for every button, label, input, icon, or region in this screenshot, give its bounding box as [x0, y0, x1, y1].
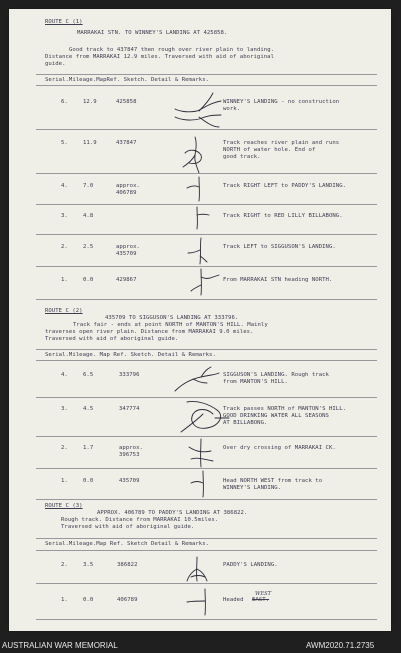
- route1-row3-remark1: Track RIGHT LEFT to PADDY'S LANDING.: [223, 183, 347, 189]
- route1-row2-remark3: good track.: [223, 154, 261, 160]
- route2-row4-remark1: Head NORTH WEST from track to: [223, 478, 323, 484]
- route2-desc-line1: Track fair - ends at point NORTH of MANTON'S HILL. Mainly: [73, 322, 268, 328]
- route2-row3-mapref2: 396753: [119, 452, 140, 458]
- route3-row2-serial: 1.: [61, 597, 68, 603]
- route1-row4-mileage: 4.8: [83, 213, 94, 219]
- route1-row5-mapref2: 435709: [116, 251, 137, 257]
- route1-title: ROUTE C (1): [45, 19, 83, 25]
- route1-row2-mapref: 437847: [116, 140, 137, 146]
- route2-row4-mapref: 435709: [119, 478, 140, 484]
- route1-row1-mileage: 12.9: [83, 99, 97, 105]
- route1-desc-line2: Distance from MARRAKAI 12.9 miles. Traversed with aid of aboriginal: [45, 54, 274, 60]
- route2-row1-remark2: from MANTON'S HILL.: [223, 379, 288, 385]
- route1-row6-remark1: From MARRAKAI STN heading NORTH.: [223, 277, 333, 283]
- route1-row2-serial: 5.: [61, 140, 68, 146]
- route1-row6-mapref: 429867: [116, 277, 137, 283]
- route3-desc-line1: Rough track. Distance from MARRAKAI 10.5miles.: [61, 517, 219, 523]
- route1-row1-remark2: work.: [223, 106, 241, 112]
- route1-row6-sketch: [189, 267, 223, 297]
- route2-row3-mapref: approx.: [119, 445, 143, 451]
- document-page: [9, 9, 391, 631]
- route2-desc-line2: traverses open river plain. Distance from MARRAKAI 9.0 miles.: [45, 329, 254, 335]
- route3-rule-1: [36, 583, 377, 584]
- route1-row6-serial: 1.: [61, 277, 68, 283]
- route2-row3-mileage: 1.7: [83, 445, 94, 451]
- route3-row1-serial: 2.: [61, 562, 68, 568]
- route2-rule-bottom: [36, 499, 377, 500]
- route3-desc-line2: Traversed with aid of aboriginal guide.: [61, 524, 195, 530]
- footer-right-text: AWM2020.71.2735: [306, 641, 375, 650]
- route2-row4-mileage: 0.0: [83, 478, 94, 484]
- route1-row3-mapref: approx.: [116, 183, 140, 189]
- route1-rule-1: [36, 129, 377, 130]
- route2-row3-sketch: [183, 437, 223, 469]
- route1-row2-remark2: NORTH of water hole. End of: [223, 147, 316, 153]
- route2-row2-mapref: 347774: [119, 406, 140, 412]
- route2-rule-header: [36, 360, 377, 361]
- route1-row1-remark1: WINNEY'S LANDING - no construction: [223, 99, 340, 105]
- route1-row5-sketch: [185, 236, 215, 266]
- route1-row6-mileage: 0.0: [83, 277, 94, 283]
- route2-desc-line3: Traversed with aid of aboriginal guide.: [45, 336, 179, 342]
- route3-struck-word: EAST.: [252, 597, 270, 603]
- route3-row1-remark1: PADDY'S LANDING.: [223, 562, 278, 568]
- route2-row2-sketch: [179, 398, 231, 436]
- route3-column-headers: Serial.Mileage.Map Ref. Sketch Detail & Remarks.: [45, 541, 210, 547]
- route1-row2-remark1: Track reaches river plain and runs: [223, 140, 340, 146]
- route2-heading: 435709 TO SIGGUSON'S LANDING AT 333796.: [105, 315, 239, 321]
- route1-rule-header: [36, 85, 377, 86]
- route2-row1-serial: 4.: [61, 372, 68, 378]
- route1-row3-serial: 4.: [61, 183, 68, 189]
- route2-column-headers: Serial.Mileage. Map Ref. Sketch. Detail & Remarks.: [45, 352, 216, 358]
- route1-row3-mapref2: 406789: [116, 190, 137, 196]
- route2-row1-remark1: SIGGUSON'S LANDING. Rough track: [223, 372, 329, 378]
- route1-row1-sketch: [169, 87, 229, 129]
- route3-title: ROUTE C (3): [45, 503, 83, 509]
- route1-row3-sketch: [185, 175, 215, 203]
- route1-column-headers: Serial.Mileage.MapRef. Sketch. Detail & Remarks.: [45, 77, 210, 83]
- route2-row2-remark2: GOOD DRINKING WATER ALL SEASONS: [223, 413, 329, 419]
- route3-row2-mapref: 406789: [117, 597, 138, 603]
- route2-row1-mapref: 333796: [119, 372, 140, 378]
- route2-title: ROUTE C (2): [45, 308, 83, 314]
- route1-row4-remark1: Track RIGHT to RED LILLY BILLABONG.: [223, 213, 343, 219]
- route2-row2-remark1: Track passes NORTH of MANTON'S HILL.: [223, 406, 347, 412]
- route1-rule-4: [36, 234, 377, 235]
- route1-desc-line1: Good track to 437847 then rough over river plain to landing.: [69, 47, 275, 53]
- route2-row1-sketch: [171, 365, 221, 395]
- route1-desc-line3: guide.: [45, 61, 66, 67]
- route2-row4-remark2: WINNEY'S LANDING.: [223, 485, 282, 491]
- route3-rule-bottom: [36, 619, 377, 620]
- route3-row2-sketch: [185, 587, 225, 617]
- route1-rule-bottom: [36, 299, 377, 300]
- route3-rule-top: [36, 538, 377, 539]
- route2-row2-mileage: 4.5: [83, 406, 94, 412]
- route1-rule-2: [36, 173, 377, 174]
- route1-heading: MARRAKAI STN. TO WINNEY'S LANDING AT 425858.: [77, 30, 228, 36]
- route1-row5-mileage: 2.5: [83, 244, 94, 250]
- route2-rule-top: [36, 349, 377, 350]
- route1-row5-remark1: Track LEFT to SIGGUSON'S LANDING.: [223, 244, 336, 250]
- route2-row1-mileage: 6.5: [83, 372, 94, 378]
- route2-row2-serial: 3.: [61, 406, 68, 412]
- footer-left-text: AUSTRALIAN WAR MEMORIAL: [2, 641, 118, 650]
- route3-row1-mapref: 386822: [117, 562, 138, 568]
- route1-row4-serial: 3.: [61, 213, 68, 219]
- route1-row2-mileage: 11.9: [83, 140, 97, 146]
- route1-row1-serial: 6.: [61, 99, 68, 105]
- route1-rule-top: [36, 74, 377, 75]
- route3-handwritten-correction: WEST: [255, 591, 272, 597]
- route3-row1-sketch: [181, 555, 215, 583]
- route3-rule-header: [36, 550, 377, 551]
- route1-row3-mileage: 7.0: [83, 183, 94, 189]
- route2-row3-remark1: Over dry crossing of MARRAKAI CK.: [223, 445, 336, 451]
- route3-row2-remark1: Headed: [223, 597, 244, 603]
- route2-row4-sketch: [189, 469, 219, 499]
- route3-row1-mileage: 3.5: [83, 562, 94, 568]
- route3-row2-mileage: 0.0: [83, 597, 94, 603]
- route2-row4-serial: 1.: [61, 478, 68, 484]
- route1-row4-sketch: [185, 205, 215, 231]
- route1-row5-mapref: approx.: [116, 244, 140, 250]
- route2-row2-remark3: AT BILLABONG.: [223, 420, 268, 426]
- route3-heading: APPROX. 406789 TO PADDY'S LANDING AT 386822.: [97, 510, 248, 516]
- route2-row3-serial: 2.: [61, 445, 68, 451]
- route1-row5-serial: 2.: [61, 244, 68, 250]
- route1-row2-sketch: [175, 133, 215, 175]
- route1-row1-mapref: 425858: [116, 99, 137, 105]
